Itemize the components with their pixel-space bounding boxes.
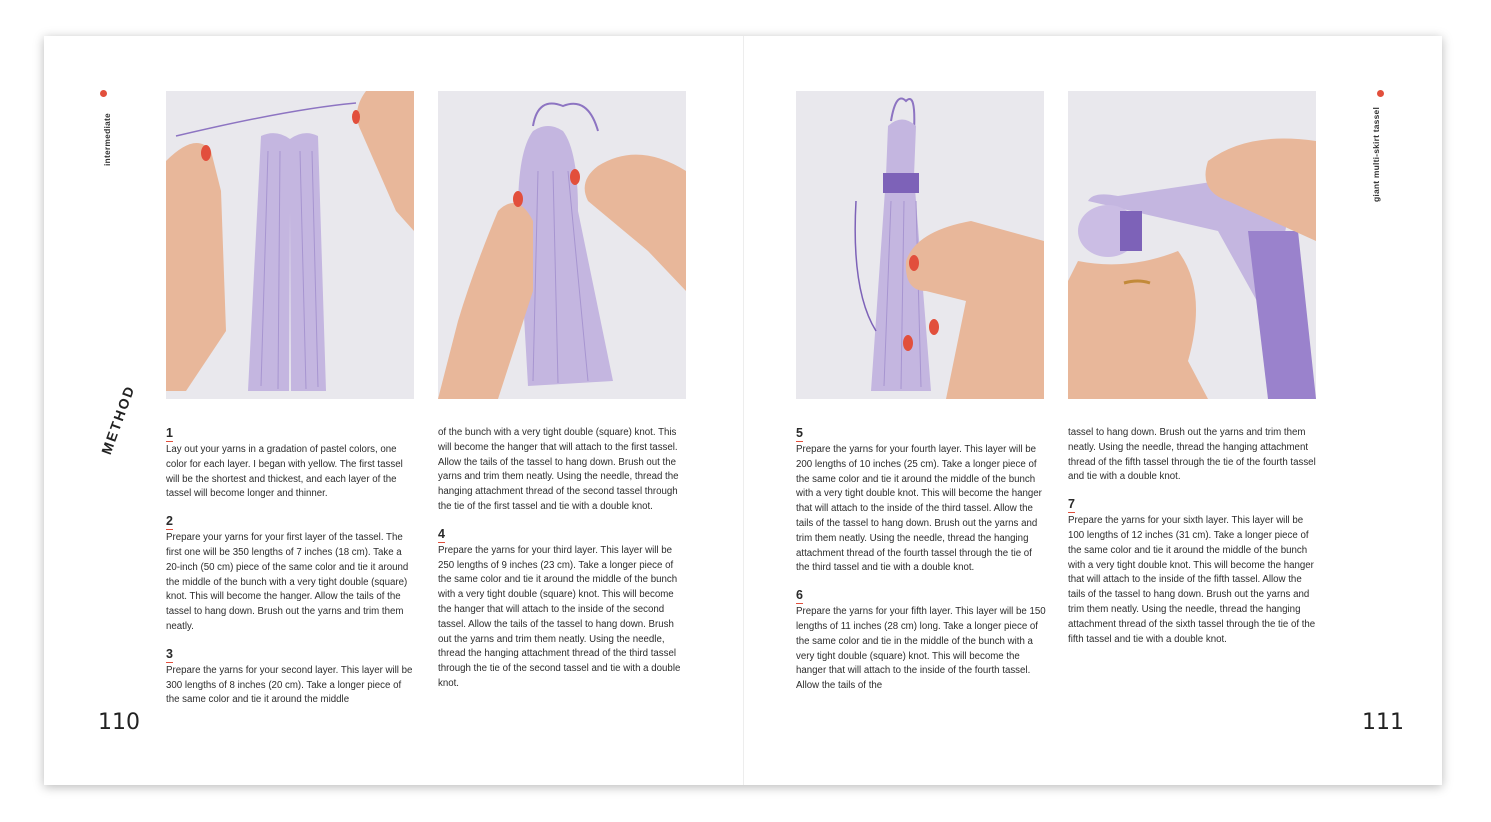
yarn-tassel-illustration <box>796 91 1044 399</box>
step-number: 5 <box>796 426 803 440</box>
step-1 <box>166 426 416 502</box>
step-number: 2 <box>166 514 173 529</box>
yarn-tassel-illustration <box>438 91 686 399</box>
step-3 <box>166 647 416 708</box>
step-4 <box>438 527 688 692</box>
step-5 <box>796 426 1046 576</box>
yarn-tassel-illustration <box>1068 91 1316 399</box>
step-6-continued: tassel to hang down. Brush out the yarns and trim them neatly. Using the needle, thread the hanging attachment thread of the fifth tassel through the tie of the fourth tassel and tie with a double knot. <box>1068 427 1316 483</box>
step-text: Prepare the yarns for your sixth layer. This layer will be 100 lengths of 12 inches (31 cm). Take a longer piece of the same color and tie it around the middle of the bunch with a very tight double knot. This will become the hanger that will attach to the inside of the fifth tassel. Allow the tails of the tassel to hang down. Brush out the yarns and trim them neatly. Using the needle, thread the hanging attachment thread of the sixth tassel through the tie of the fifth tassel and tie with a double knot. <box>1068 515 1316 645</box>
step-7 <box>1068 497 1318 647</box>
text-column-3 <box>796 426 1046 694</box>
step-number: 6 <box>796 588 803 603</box>
step-text: Prepare the yarns for your fifth layer. This layer will be 150 lengths of 11 inches (28 cm) long. Take a longer piece of the same color and tie in the middle of the bunch with a very tight double (square) knot. This will become the hanger that will attach to the inside of the fourth tassel. Allow the tails of the <box>796 606 1046 692</box>
step-text: Prepare the yarns for your second layer. This layer will be 300 lengths of 8 inches (20 cm). Take a longer piece of the same color and tie it around the middle <box>166 664 413 706</box>
page-number-left: 110 <box>98 710 140 735</box>
step-text: Prepare the yarns for your third layer. This layer will be 250 lengths of 9 inches (23 cm). Take a longer piece of the same color and tie it around the middle of the bunch with a very tight double (square) knot. This will become the hanger that will attach to the inside of the second tassel. Allow the tails of the tassel to hang down. Brush out the yarns and trim them neatly. Using the needle, thread the hanging attachment thread of the third tassel through the tie of the second tassel and tie with a double knot. <box>438 544 681 689</box>
text-column-2 <box>438 426 688 692</box>
step-text: Lay out your yarns in a gradation of pastel colors, one color for each layer. I began with yellow. The first tassel will be the shortest and thickest, and each layer of the tassel will become longer and thinner. <box>166 444 403 500</box>
yarn-tassel-illustration <box>166 91 414 399</box>
page-number-right: 111 <box>1362 710 1404 735</box>
step-3-continued: of the bunch with a very tight double (square) knot. This will become the hanger that will attach to the first tassel. Allow the tails of the tassel to hang down. Brush out the yarns and trim them neatly. Using the needle, thread the hanging attachment thread of the second tassel through the tie of the first tassel and tie with a double knot. <box>438 427 679 512</box>
book-gutter <box>743 36 744 785</box>
step-number: 1 <box>166 426 173 440</box>
difficulty-label: intermediate <box>102 113 112 166</box>
step-text: Prepare your yarns for your first layer of the tassel. The first one will be 350 lengths of 7 inches (18 cm). Take a 20-inch (50 cm) piece of the same color and tie it around the middle of the bunch with a very tight double (square) knot. This will become the hanger. Allow the tails of the tassel to hang down. Brush out the yarns and trim them neatly. <box>166 532 409 632</box>
step-number: 4 <box>438 526 445 541</box>
photo-step-1 <box>166 91 414 399</box>
step-text: Prepare the yarns for your fourth layer. This layer will be 200 lengths of 10 inches (25 cm). Take a longer piece of the same color and tie it around the middle of the bunch with a very tight double knot. This will become the hanger that will attach to the inside of the third tassel. Allow the tails of the tassel to hang down. Brush out the yarns and trim them neatly. Using the needle, thread the hanging attachment thread of the fourth tassel through the tie of the third tassel and tie with a double knot. <box>796 444 1042 574</box>
step-2 <box>166 514 416 635</box>
book-spread <box>44 36 1442 785</box>
text-column-1 <box>166 426 416 708</box>
photo-step-3 <box>796 91 1044 399</box>
step-number: 3 <box>166 646 173 661</box>
photo-step-4 <box>1068 91 1316 399</box>
step-number: 7 <box>1068 497 1075 512</box>
project-title-label: giant multi-skirt tassel <box>1371 106 1381 202</box>
photo-step-2 <box>438 91 686 399</box>
text-column-4 <box>1068 426 1318 647</box>
accent-dot-right <box>1377 90 1384 97</box>
step-6 <box>796 588 1046 694</box>
accent-dot-left <box>100 90 107 97</box>
section-title: METHOD <box>98 382 138 457</box>
